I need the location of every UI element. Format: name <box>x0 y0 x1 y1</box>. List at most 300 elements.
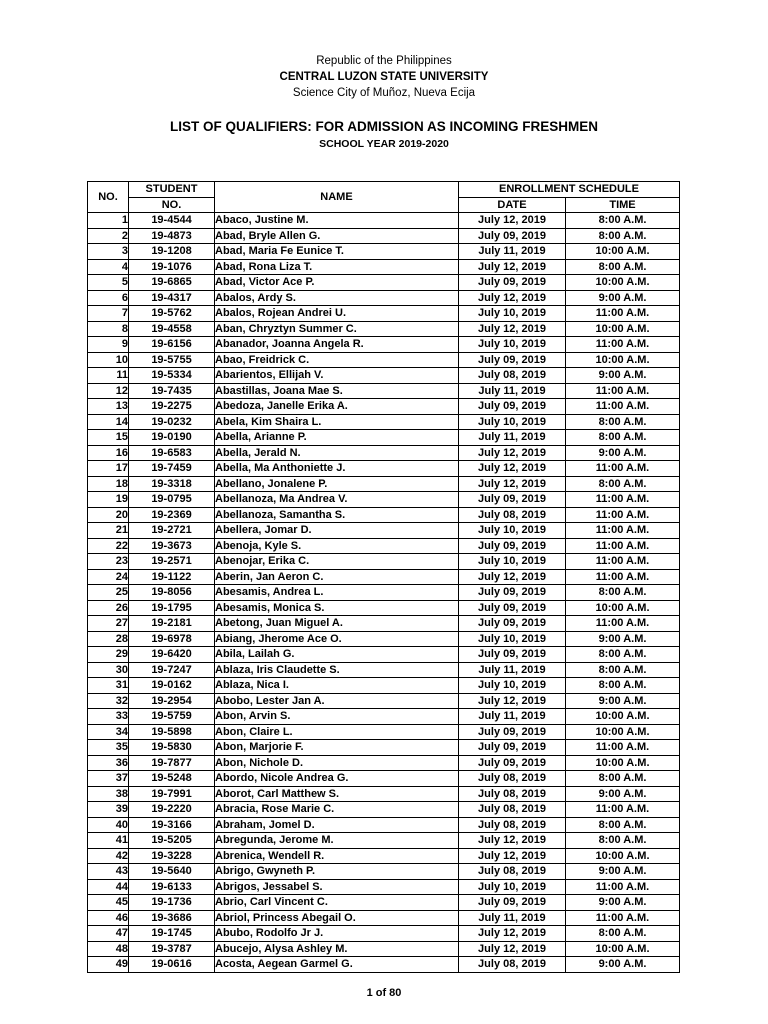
student-number: 19-3787 <box>129 941 215 957</box>
enrollment-date: July 09, 2019 <box>459 724 566 740</box>
student-name: Abobo, Lester Jan A. <box>215 693 459 709</box>
table-row <box>88 554 680 570</box>
row-number: 27 <box>88 616 129 632</box>
enrollment-time: 9:00 A.M. <box>566 786 680 802</box>
enrollment-time: 11:00 A.M. <box>566 910 680 926</box>
student-number: 19-1076 <box>129 259 215 275</box>
enrollment-date: July 11, 2019 <box>459 709 566 725</box>
student-number: 19-3673 <box>129 538 215 554</box>
table-row <box>88 724 680 740</box>
student-number: 19-7435 <box>129 383 215 399</box>
row-number: 34 <box>88 724 129 740</box>
student-number: 19-0162 <box>129 678 215 694</box>
enrollment-time: 9:00 A.M. <box>566 445 680 461</box>
enrollment-time: 11:00 A.M. <box>566 399 680 415</box>
enrollment-time: 8:00 A.M. <box>566 259 680 275</box>
student-number: 19-5640 <box>129 864 215 880</box>
table-header-row-1 <box>88 182 680 198</box>
student-number: 19-2275 <box>129 399 215 415</box>
row-number: 45 <box>88 895 129 911</box>
enrollment-time: 11:00 A.M. <box>566 523 680 539</box>
row-number: 36 <box>88 755 129 771</box>
enrollment-date: July 09, 2019 <box>459 600 566 616</box>
row-number: 18 <box>88 476 129 492</box>
student-name: Aborot, Carl Matthew S. <box>215 786 459 802</box>
page-number: 1 of 80 <box>366 987 402 999</box>
student-name: Acosta, Aegean Garmel G. <box>215 957 459 973</box>
enrollment-time: 9:00 A.M. <box>566 864 680 880</box>
row-number: 2 <box>88 228 129 244</box>
enrollment-time: 10:00 A.M. <box>566 321 680 337</box>
enrollment-time: 8:00 A.M. <box>566 213 680 229</box>
enrollment-time: 8:00 A.M. <box>566 228 680 244</box>
student-number: 19-6865 <box>129 275 215 291</box>
enrollment-time: 10:00 A.M. <box>566 352 680 368</box>
table-row <box>88 895 680 911</box>
enrollment-time: 9:00 A.M. <box>566 957 680 973</box>
enrollment-time: 11:00 A.M. <box>566 740 680 756</box>
enrollment-time: 11:00 A.M. <box>566 306 680 322</box>
student-name: Abastillas, Joana Mae S. <box>215 383 459 399</box>
student-number: 19-3686 <box>129 910 215 926</box>
row-number: 14 <box>88 414 129 430</box>
row-number: 4 <box>88 259 129 275</box>
row-number: 8 <box>88 321 129 337</box>
row-number: 33 <box>88 709 129 725</box>
enrollment-date: July 09, 2019 <box>459 492 566 508</box>
enrollment-time: 11:00 A.M. <box>566 802 680 818</box>
enrollment-date: July 09, 2019 <box>459 755 566 771</box>
enrollment-date: July 11, 2019 <box>459 244 566 260</box>
student-number: 19-7459 <box>129 461 215 477</box>
enrollment-time: 9:00 A.M. <box>566 368 680 384</box>
table-row <box>88 306 680 322</box>
student-name: Abaco, Justine M. <box>215 213 459 229</box>
enrollment-time: 8:00 A.M. <box>566 926 680 942</box>
student-number: 19-5248 <box>129 771 215 787</box>
enrollment-date: July 12, 2019 <box>459 259 566 275</box>
row-number: 31 <box>88 678 129 694</box>
student-name: Abellanoza, Ma Andrea V. <box>215 492 459 508</box>
enrollment-date: July 09, 2019 <box>459 228 566 244</box>
student-name: Abellera, Jomar D. <box>215 523 459 539</box>
enrollment-time: 10:00 A.M. <box>566 600 680 616</box>
student-number: 19-2369 <box>129 507 215 523</box>
col-header-no: NO. <box>88 182 129 213</box>
row-number: 9 <box>88 337 129 353</box>
table-row <box>88 662 680 678</box>
row-number: 49 <box>88 957 129 973</box>
table-row <box>88 910 680 926</box>
student-number: 19-1208 <box>129 244 215 260</box>
table-row <box>88 445 680 461</box>
table-row <box>88 538 680 554</box>
table-row <box>88 879 680 895</box>
enrollment-time: 8:00 A.M. <box>566 430 680 446</box>
enrollment-date: July 09, 2019 <box>459 647 566 663</box>
table-row <box>88 941 680 957</box>
enrollment-time: 8:00 A.M. <box>566 833 680 849</box>
student-name: Abon, Arvin S. <box>215 709 459 725</box>
enrollment-time: 11:00 A.M. <box>566 337 680 353</box>
student-name: Abon, Marjorie F. <box>215 740 459 756</box>
enrollment-time: 11:00 A.M. <box>566 879 680 895</box>
enrollment-date: July 12, 2019 <box>459 941 566 957</box>
table-row <box>88 786 680 802</box>
student-name: Ablaza, Iris Claudette S. <box>215 662 459 678</box>
row-number: 29 <box>88 647 129 663</box>
student-number: 19-2220 <box>129 802 215 818</box>
student-name: Aberin, Jan Aeron C. <box>215 569 459 585</box>
enrollment-time: 10:00 A.M. <box>566 244 680 260</box>
col-header-student-top: STUDENT <box>129 182 215 198</box>
student-name: Abracia, Rose Marie C. <box>215 802 459 818</box>
university-name: CENTRAL LUZON STATE UNIVERSITY <box>279 71 489 83</box>
enrollment-date: July 08, 2019 <box>459 957 566 973</box>
student-name: Abella, Jerald N. <box>215 445 459 461</box>
row-number: 41 <box>88 833 129 849</box>
table-row <box>88 228 680 244</box>
student-name: Ablaza, Nica I. <box>215 678 459 694</box>
enrollment-date: July 09, 2019 <box>459 275 566 291</box>
student-number: 19-7991 <box>129 786 215 802</box>
enrollment-time: 10:00 A.M. <box>566 755 680 771</box>
table-row <box>88 631 680 647</box>
row-number: 25 <box>88 585 129 601</box>
document-title: LIST OF QUALIFIERS: FOR ADMISSION AS INCOMING FRESHMEN <box>170 119 598 134</box>
row-number: 5 <box>88 275 129 291</box>
row-number: 19 <box>88 492 129 508</box>
enrollment-date: July 12, 2019 <box>459 290 566 306</box>
student-number: 19-6978 <box>129 631 215 647</box>
student-name: Abubo, Rodolfo Jr J. <box>215 926 459 942</box>
row-number: 43 <box>88 864 129 880</box>
student-number: 19-8056 <box>129 585 215 601</box>
enrollment-time: 8:00 A.M. <box>566 817 680 833</box>
row-number: 3 <box>88 244 129 260</box>
student-number: 19-5334 <box>129 368 215 384</box>
row-number: 16 <box>88 445 129 461</box>
enrollment-time: 11:00 A.M. <box>566 492 680 508</box>
enrollment-date: July 08, 2019 <box>459 786 566 802</box>
enrollment-date: July 12, 2019 <box>459 693 566 709</box>
university-address: Science City of Muñoz, Nueva Ecija <box>292 87 476 99</box>
table-row <box>88 523 680 539</box>
row-number: 11 <box>88 368 129 384</box>
enrollment-date: July 08, 2019 <box>459 507 566 523</box>
student-number: 19-6420 <box>129 647 215 663</box>
student-name: Abad, Rona Liza T. <box>215 259 459 275</box>
row-number: 48 <box>88 941 129 957</box>
student-name: Abad, Bryle Allen G. <box>215 228 459 244</box>
enrollment-date: July 09, 2019 <box>459 895 566 911</box>
row-number: 22 <box>88 538 129 554</box>
col-header-date: DATE <box>459 197 566 213</box>
enrollment-date: July 10, 2019 <box>459 523 566 539</box>
enrollment-date: July 12, 2019 <box>459 445 566 461</box>
row-number: 17 <box>88 461 129 477</box>
table-row <box>88 740 680 756</box>
row-number: 20 <box>88 507 129 523</box>
student-name: Abriol, Princess Abegail O. <box>215 910 459 926</box>
student-number: 19-3166 <box>129 817 215 833</box>
student-number: 19-4558 <box>129 321 215 337</box>
table-row <box>88 569 680 585</box>
enrollment-time: 10:00 A.M. <box>566 724 680 740</box>
student-name: Abrigos, Jessabel S. <box>215 879 459 895</box>
table-body <box>88 213 680 973</box>
table-row <box>88 321 680 337</box>
student-name: Abalos, Ardy S. <box>215 290 459 306</box>
table-row <box>88 755 680 771</box>
table-row <box>88 771 680 787</box>
student-name: Abao, Freidrick C. <box>215 352 459 368</box>
enrollment-time: 8:00 A.M. <box>566 662 680 678</box>
table-row <box>88 213 680 229</box>
enrollment-date: July 12, 2019 <box>459 569 566 585</box>
enrollment-time: 11:00 A.M. <box>566 569 680 585</box>
enrollment-time: 11:00 A.M. <box>566 461 680 477</box>
table-row <box>88 275 680 291</box>
table-row <box>88 833 680 849</box>
col-header-name: NAME <box>215 182 459 213</box>
row-number: 7 <box>88 306 129 322</box>
enrollment-time: 10:00 A.M. <box>566 941 680 957</box>
student-name: Abad, Victor Ace P. <box>215 275 459 291</box>
student-name: Abrenica, Wendell R. <box>215 848 459 864</box>
student-number: 19-3318 <box>129 476 215 492</box>
enrollment-date: July 08, 2019 <box>459 864 566 880</box>
enrollment-date: July 12, 2019 <box>459 321 566 337</box>
student-number: 19-2181 <box>129 616 215 632</box>
row-number: 13 <box>88 399 129 415</box>
student-name: Abregunda, Jerome M. <box>215 833 459 849</box>
student-name: Abesamis, Monica S. <box>215 600 459 616</box>
enrollment-date: July 12, 2019 <box>459 926 566 942</box>
enrollment-time: 10:00 A.M. <box>566 848 680 864</box>
student-name: Abella, Ma Anthoniette J. <box>215 461 459 477</box>
student-name: Abanador, Joanna Angela R. <box>215 337 459 353</box>
enrollment-date: July 12, 2019 <box>459 213 566 229</box>
enrollment-date: July 10, 2019 <box>459 306 566 322</box>
row-number: 1 <box>88 213 129 229</box>
table-row <box>88 337 680 353</box>
student-number: 19-1795 <box>129 600 215 616</box>
enrollment-date: July 10, 2019 <box>459 414 566 430</box>
enrollment-time: 8:00 A.M. <box>566 414 680 430</box>
student-number: 19-5762 <box>129 306 215 322</box>
student-name: Abetong, Juan Miguel A. <box>215 616 459 632</box>
row-number: 46 <box>88 910 129 926</box>
table-row <box>88 414 680 430</box>
table-row <box>88 693 680 709</box>
enrollment-time: 11:00 A.M. <box>566 507 680 523</box>
table-row <box>88 507 680 523</box>
student-name: Abellanoza, Samantha S. <box>215 507 459 523</box>
qualifiers-table <box>87 181 680 973</box>
enrollment-time: 9:00 A.M. <box>566 693 680 709</box>
col-header-student-bottom: NO. <box>129 197 215 213</box>
row-number: 44 <box>88 879 129 895</box>
row-number: 23 <box>88 554 129 570</box>
table-row <box>88 399 680 415</box>
table-row <box>88 600 680 616</box>
student-number: 19-7247 <box>129 662 215 678</box>
enrollment-time: 8:00 A.M. <box>566 476 680 492</box>
student-name: Abedoza, Janelle Erika A. <box>215 399 459 415</box>
table-row <box>88 817 680 833</box>
enrollment-time: 9:00 A.M. <box>566 631 680 647</box>
enrollment-date: July 11, 2019 <box>459 430 566 446</box>
row-number: 30 <box>88 662 129 678</box>
school-year: SCHOOL YEAR 2019-2020 <box>319 138 449 150</box>
enrollment-date: July 12, 2019 <box>459 461 566 477</box>
student-name: Aban, Chryztyn Summer C. <box>215 321 459 337</box>
row-number: 42 <box>88 848 129 864</box>
student-number: 19-1745 <box>129 926 215 942</box>
table-row <box>88 848 680 864</box>
row-number: 38 <box>88 786 129 802</box>
row-number: 47 <box>88 926 129 942</box>
table-row <box>88 709 680 725</box>
student-name: Abad, Maria Fe Eunice T. <box>215 244 459 260</box>
enrollment-date: July 08, 2019 <box>459 817 566 833</box>
enrollment-time: 9:00 A.M. <box>566 290 680 306</box>
enrollment-date: July 10, 2019 <box>459 554 566 570</box>
student-name: Abalos, Rojean Andrei U. <box>215 306 459 322</box>
student-number: 19-0190 <box>129 430 215 446</box>
student-number: 19-5830 <box>129 740 215 756</box>
table-row <box>88 244 680 260</box>
republic-line: Republic of the Philippines <box>316 55 452 67</box>
student-number: 19-1122 <box>129 569 215 585</box>
enrollment-date: July 12, 2019 <box>459 848 566 864</box>
enrollment-date: July 09, 2019 <box>459 616 566 632</box>
row-number: 6 <box>88 290 129 306</box>
student-name: Abenojar, Erika C. <box>215 554 459 570</box>
enrollment-date: July 12, 2019 <box>459 833 566 849</box>
enrollment-date: July 09, 2019 <box>459 399 566 415</box>
enrollment-date: July 10, 2019 <box>459 879 566 895</box>
student-number: 19-6156 <box>129 337 215 353</box>
enrollment-time: 8:00 A.M. <box>566 647 680 663</box>
row-number: 40 <box>88 817 129 833</box>
enrollment-date: July 08, 2019 <box>459 771 566 787</box>
student-name: Abenoja, Kyle S. <box>215 538 459 554</box>
table-row <box>88 492 680 508</box>
enrollment-date: July 09, 2019 <box>459 538 566 554</box>
student-name: Abordo, Nicole Andrea G. <box>215 771 459 787</box>
student-number: 19-7877 <box>129 755 215 771</box>
student-name: Abella, Arianne P. <box>215 430 459 446</box>
table-row <box>88 352 680 368</box>
table-row <box>88 259 680 275</box>
student-name: Abrigo, Gwyneth P. <box>215 864 459 880</box>
enrollment-time: 10:00 A.M. <box>566 275 680 291</box>
student-number: 19-6583 <box>129 445 215 461</box>
row-number: 10 <box>88 352 129 368</box>
student-number: 19-5759 <box>129 709 215 725</box>
table-row <box>88 926 680 942</box>
student-name: Abiang, Jherome Ace O. <box>215 631 459 647</box>
row-number: 15 <box>88 430 129 446</box>
table-row <box>88 957 680 973</box>
enrollment-time: 10:00 A.M. <box>566 709 680 725</box>
student-number: 19-2954 <box>129 693 215 709</box>
col-header-schedule: ENROLLMENT SCHEDULE <box>459 182 680 198</box>
student-name: Abon, Nichole D. <box>215 755 459 771</box>
student-number: 19-5205 <box>129 833 215 849</box>
table-row <box>88 864 680 880</box>
enrollment-time: 8:00 A.M. <box>566 585 680 601</box>
enrollment-date: July 12, 2019 <box>459 476 566 492</box>
enrollment-date: July 08, 2019 <box>459 368 566 384</box>
table-row <box>88 290 680 306</box>
enrollment-date: July 09, 2019 <box>459 352 566 368</box>
student-name: Abela, Kim Shaira L. <box>215 414 459 430</box>
student-number: 19-5898 <box>129 724 215 740</box>
student-number: 19-6133 <box>129 879 215 895</box>
student-number: 19-2721 <box>129 523 215 539</box>
enrollment-time: 8:00 A.M. <box>566 771 680 787</box>
table-row <box>88 616 680 632</box>
student-name: Abila, Lailah G. <box>215 647 459 663</box>
student-number: 19-0232 <box>129 414 215 430</box>
student-name: Abon, Claire L. <box>215 724 459 740</box>
enrollment-date: July 09, 2019 <box>459 585 566 601</box>
student-name: Abesamis, Andrea L. <box>215 585 459 601</box>
table-row <box>88 647 680 663</box>
row-number: 24 <box>88 569 129 585</box>
student-name: Abucejo, Alysa Ashley M. <box>215 941 459 957</box>
table-row <box>88 461 680 477</box>
col-header-time: TIME <box>566 197 680 213</box>
enrollment-time: 11:00 A.M. <box>566 383 680 399</box>
student-number: 19-4873 <box>129 228 215 244</box>
enrollment-time: 11:00 A.M. <box>566 616 680 632</box>
student-name: Abrio, Carl Vincent C. <box>215 895 459 911</box>
table-row <box>88 476 680 492</box>
enrollment-date: July 10, 2019 <box>459 678 566 694</box>
student-name: Abraham, Jomel D. <box>215 817 459 833</box>
enrollment-time: 8:00 A.M. <box>566 678 680 694</box>
row-number: 26 <box>88 600 129 616</box>
row-number: 39 <box>88 802 129 818</box>
row-number: 37 <box>88 771 129 787</box>
row-number: 28 <box>88 631 129 647</box>
student-number: 19-5755 <box>129 352 215 368</box>
enrollment-date: July 11, 2019 <box>459 910 566 926</box>
student-number: 19-3228 <box>129 848 215 864</box>
table-row <box>88 802 680 818</box>
row-number: 21 <box>88 523 129 539</box>
enrollment-date: July 10, 2019 <box>459 631 566 647</box>
student-number: 19-0795 <box>129 492 215 508</box>
enrollment-date: July 10, 2019 <box>459 337 566 353</box>
table-row <box>88 383 680 399</box>
student-number: 19-0616 <box>129 957 215 973</box>
enrollment-date: July 11, 2019 <box>459 662 566 678</box>
student-number: 19-4544 <box>129 213 215 229</box>
enrollment-time: 9:00 A.M. <box>566 895 680 911</box>
table-row <box>88 678 680 694</box>
row-number: 12 <box>88 383 129 399</box>
enrollment-time: 11:00 A.M. <box>566 554 680 570</box>
student-name: Abellano, Jonalene P. <box>215 476 459 492</box>
enrollment-date: July 11, 2019 <box>459 383 566 399</box>
enrollment-date: July 08, 2019 <box>459 802 566 818</box>
student-number: 19-4317 <box>129 290 215 306</box>
